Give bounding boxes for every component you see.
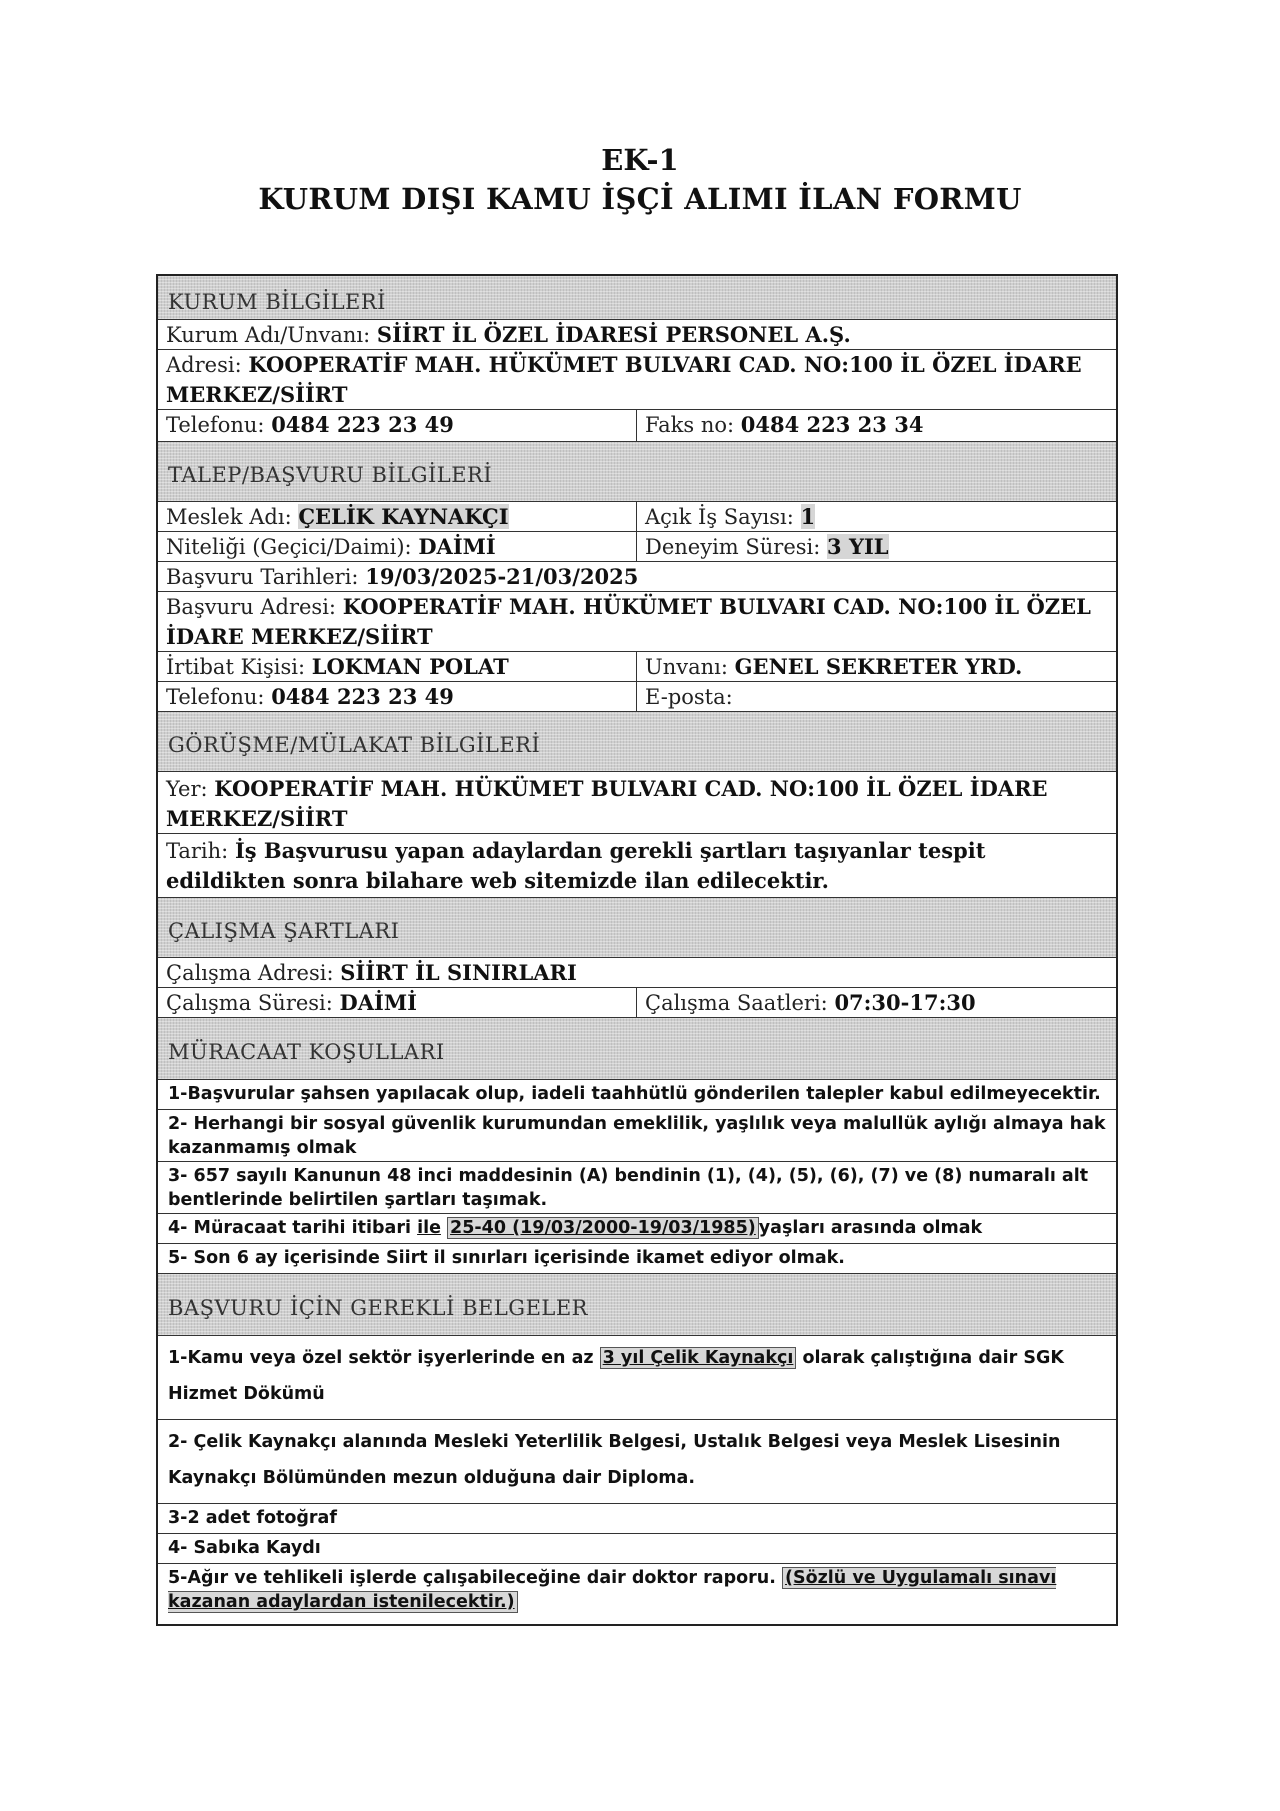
belge-item-2	[158, 1420, 1116, 1504]
row-irtibat	[158, 652, 1116, 682]
muracaat-item-5	[158, 1244, 1116, 1274]
basvuru-adres-value: KOOPERATİF MAH. HÜKÜMET BULVARI CAD. NO:100 İL ÖZEL İDARE MERKEZ/SİİRT	[166, 594, 1091, 649]
belge-item-4	[158, 1534, 1116, 1564]
text-part: 5-Ağır ve tehlikeli işlerde çalışabileceğine dair doktor raporu.	[168, 1568, 782, 1588]
section-muracaat-kosullari: MÜRACAAT KOŞULLARI	[158, 1018, 1116, 1080]
text-part: 4- Müracaat tarihi itibari	[168, 1218, 418, 1238]
row-nitelik	[158, 532, 1116, 562]
muracaat-item-3	[158, 1162, 1116, 1214]
muracaat-item-1	[158, 1080, 1116, 1110]
highlighted-age-range: 25-40 (19/03/2000-19/03/1985)	[447, 1217, 759, 1239]
section-kurum-bilgileri: KURUM BİLGİLERİ	[158, 276, 1116, 320]
row-meslek	[158, 502, 1116, 532]
label: Deneyim Süresi:	[645, 535, 821, 559]
label: Niteliği (Geçici/Daimi):	[166, 535, 412, 559]
kurum-adi-value: SİİRT İL ÖZEL İDARESİ PERSONEL A.Ş.	[376, 322, 851, 347]
meslek-value: ÇELİK KAYNAKÇI	[298, 504, 509, 529]
text-part: yaşları arasında olmak	[758, 1218, 983, 1238]
gorusme-tarih-value: İş Başvurusu yapan adaylardan gerekli şartları taşıyanlar tespit edildikten sonra bilahare web sitemizde ilan edilecektir.	[166, 838, 986, 893]
text-part: 1-Kamu veya özel sektör işyerlerinde en az	[168, 1348, 600, 1368]
muracaat-text: 1-Başvurular şahsen yapılacak olup, iadeli taahhütlü gönderilen talepler kabul edilmeyecektir.	[168, 1084, 1101, 1104]
muracaat-item-2	[158, 1110, 1116, 1162]
label: Açık İş Sayısı:	[645, 505, 794, 529]
section-talep-basvuru: TALEP/BAŞVURU BİLGİLERİ	[158, 442, 1116, 502]
row-gorusme-tarih	[158, 834, 1116, 898]
row-calisma-sure	[158, 988, 1116, 1018]
label: Başvuru Adresi:	[166, 595, 336, 619]
label: Kurum Adı/Unvanı:	[166, 323, 371, 347]
highlighted-note: (Sözlü ve Uygulamalı sınavı kazanan adaylardan istenilecektir.)	[168, 1568, 1057, 1612]
acik-is-value: 1	[800, 504, 816, 529]
row-talep-telefon	[158, 682, 1116, 712]
muracaat-text: 2- Herhangi bir sosyal güvenlik kurumundan emeklilik, yaşlılık veya malullük aylığı almaya hak kazanmamış olmak	[168, 1114, 1106, 1158]
row-basvuru-tarih	[158, 562, 1116, 592]
muracaat-text: 5- Son 6 ay içerisinde Siirt il sınırları içerisinde ikamet ediyor olmak.	[168, 1248, 845, 1268]
label: Unvanı:	[645, 655, 728, 679]
irtibat-value: LOKMAN POLAT	[311, 654, 509, 679]
belge-text	[158, 1336, 1116, 1419]
section-gerekli-belgeler: BAŞVURU İÇİN GEREKLİ BELGELER	[158, 1274, 1116, 1336]
calisma-sure-value: DAİMİ	[339, 990, 417, 1015]
label: Çalışma Saatleri:	[645, 991, 828, 1015]
calisma-adres-value: SİİRT İL SINIRLARI	[340, 960, 577, 985]
kurum-faks-value: 0484 223 23 34	[740, 412, 924, 437]
row-kurum-telefon	[158, 410, 1116, 442]
annex-number: EK-1	[601, 143, 679, 177]
row-calisma-adres	[158, 958, 1116, 988]
gorusme-yer-value: KOOPERATİF MAH. HÜKÜMET BULVARI CAD. NO:100 İL ÖZEL İDARE MERKEZ/SİİRT	[166, 776, 1048, 831]
label: Çalışma Süresi:	[166, 991, 333, 1015]
text-part: olarak çalıştığına dair SGK Hizmet Dökümü	[168, 1348, 1064, 1404]
label: Meslek Adı:	[166, 505, 292, 529]
form-title: KURUM DIŞI KAMU İŞÇİ ALIMI İLAN FORMU	[258, 182, 1022, 216]
belge-text: 4- Sabıka Kaydı	[168, 1538, 321, 1558]
label: Telefonu:	[166, 413, 265, 437]
label: Adresi:	[166, 353, 242, 377]
basvuru-tarih-value: 19/03/2025-21/03/2025	[365, 564, 639, 589]
muracaat-text	[158, 1214, 1116, 1243]
talep-telefon-value: 0484 223 23 49	[271, 684, 454, 709]
unvan-value: GENEL SEKRETER YRD.	[734, 654, 1023, 679]
label: Yer:	[166, 777, 208, 801]
muracaat-item-4	[158, 1214, 1116, 1244]
muracaat-text: 3- 657 sayılı Kanunun 48 inci maddesinin (A) bendinin (1), (4), (5), (6), (7) ve (8) numaralı alt bentlerinde belirtilen şartları taşımak.	[168, 1166, 1089, 1210]
label: İrtibat Kişisi:	[166, 655, 306, 679]
belge-text: 3-2 adet fotoğraf	[168, 1508, 337, 1528]
belge-item-1	[158, 1336, 1116, 1420]
belge-item-5	[158, 1564, 1116, 1624]
row-kurum-adi	[158, 320, 1116, 350]
label: Telefonu:	[166, 685, 265, 709]
label: Faks no:	[645, 413, 735, 437]
row-basvuru-adres	[158, 592, 1116, 652]
belge-text	[158, 1564, 1116, 1624]
section-gorusme-mulakat: GÖRÜŞME/MÜLAKAT BİLGİLERİ	[158, 712, 1116, 772]
deneyim-value: 3 YIL	[827, 534, 889, 559]
calisma-saat-value: 07:30-17:30	[834, 990, 976, 1015]
label: Tarih:	[166, 839, 229, 863]
nitelik-value: DAİMİ	[418, 534, 496, 559]
row-gorusme-yer	[158, 772, 1116, 834]
announcement-form	[156, 274, 1118, 1626]
belge-text: 2- Çelik Kaynakçı alanında Mesleki Yeterlilik Belgesi, Ustalık Belgesi veya Meslek Lisesinin Kaynakçı Bölümünden mezun olduğuna dair Diploma.	[168, 1432, 1061, 1488]
kurum-telefon-value: 0484 223 23 49	[271, 412, 454, 437]
section-calisma-sartlari: ÇALIŞMA ŞARTLARI	[158, 898, 1116, 958]
row-kurum-adres	[158, 350, 1116, 410]
highlighted-experience: 3 yıl Çelik Kaynakçı	[600, 1347, 797, 1369]
label: Başvuru Tarihleri:	[166, 565, 359, 589]
kurum-adres-value: KOOPERATİF MAH. HÜKÜMET BULVARI CAD. NO:100 İL ÖZEL İDARE MERKEZ/SİİRT	[166, 352, 1082, 407]
eposta-label: E-posta:	[645, 685, 733, 709]
label: Çalışma Adresi:	[166, 961, 334, 985]
belge-item-3	[158, 1504, 1116, 1534]
text-part: ile	[417, 1218, 441, 1238]
